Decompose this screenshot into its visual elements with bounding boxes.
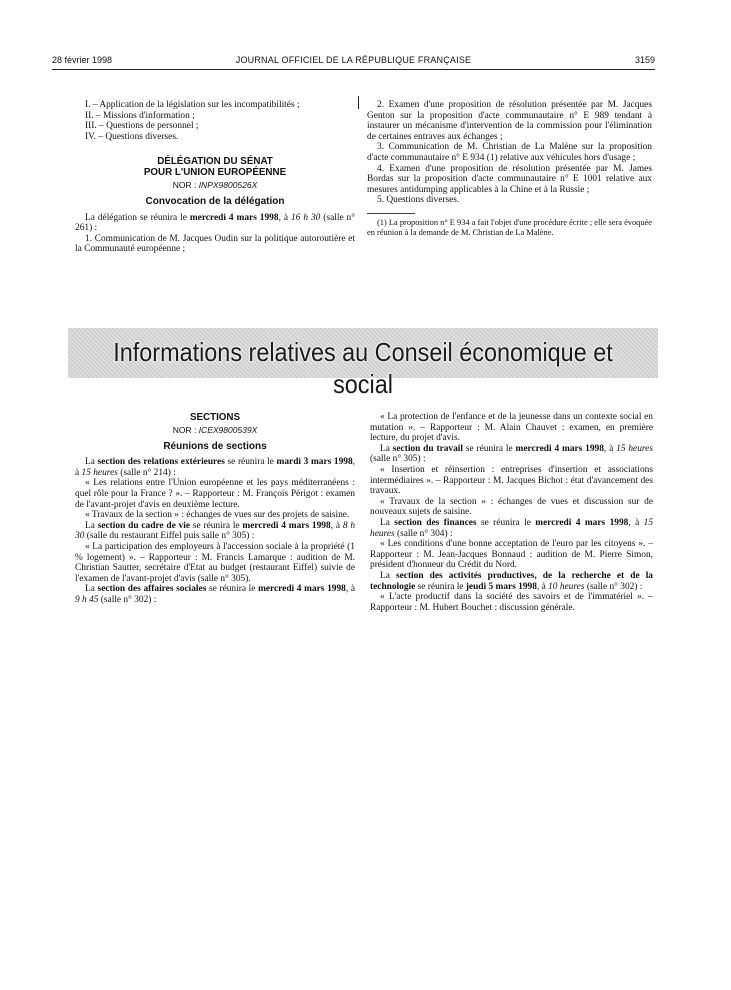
section-banner <box>68 328 658 399</box>
agenda-topic: « Les conditions d'une bonne acceptation de l'euro par les citoyens ». – Rapporteur : M. Jean-Jacques Bonnaud : audition de M. Pierre Simon, président d'honneur du Crédit du Nord. <box>370 539 653 571</box>
banner-title: Informations relatives au Conseil économique et social <box>113 337 613 399</box>
text-run: , à <box>75 457 356 478</box>
agenda-item: 3. Communication de M. Christian de La Malène sur la proposition d'acte communautaire n° E 934 (1) relative aux véhicules hors d'usage ; <box>367 142 652 163</box>
text-run: (salle n° 304) : <box>394 528 453 539</box>
text-run: (salle n° 214) : <box>117 467 176 478</box>
nor-code: INPX9800526X <box>198 180 258 191</box>
text-run: , à <box>278 212 291 223</box>
time-emphasis: 10 heures <box>548 581 585 592</box>
agenda-topic: « Travaux de la section » : échanges de vues et discussion sur de nouveaux sujets de saisine. <box>370 496 653 518</box>
text-run: se réunira le <box>476 517 536 528</box>
nor-prefix: NOR : <box>172 425 197 435</box>
text-run: La <box>380 517 395 528</box>
list-item: II. – Missions d'information ; <box>85 110 195 121</box>
text-run: , à <box>536 581 549 592</box>
header-date: 28 février 1998 <box>52 55 113 65</box>
text-run: La <box>85 520 98 531</box>
page-header <box>52 55 655 70</box>
section-name: section des relations extérieures <box>97 457 225 468</box>
nor-reference <box>75 425 355 436</box>
bottom-left-column <box>75 412 355 606</box>
delegation-heading-line2: POUR L'UNION EUROPÉENNE <box>143 167 287 179</box>
section-announcement <box>370 518 653 539</box>
agenda-topic: « L'acte productif dans la société des savoirs et de l'immatériel ». – Rapporteur : M. Hubert Bouchet : discussion générale. <box>370 592 653 613</box>
agenda-topic: « Insertion et réinsertion : entreprises d'insertion et associations intermédiaires ». – Rapporteur : M. Jacques Bichot : état d'avancement des travaux. <box>370 464 653 497</box>
meetings-subheading: Réunions de sections <box>163 440 267 452</box>
section-announcement <box>370 571 653 592</box>
section-name: section des affaires sociales <box>97 584 207 595</box>
time-emphasis: 8 h 30 <box>75 520 356 542</box>
time-emphasis: 15 heures <box>370 517 654 539</box>
agenda-list <box>75 100 355 142</box>
section-announcement <box>370 444 653 465</box>
text-run: La <box>85 584 98 595</box>
footnote: (1) La proposition n° E 934 a fait l'objet d'une procédure écrite ; elle sera évoquée en réunion à la demande de M. Christian de La Malène. <box>367 217 652 237</box>
text-run: se réunira le <box>463 443 516 454</box>
date-emphasis: mercredi 4 mars 1998 <box>535 517 629 528</box>
revision-bar <box>358 96 359 109</box>
agenda-paragraph: 1. Communication de M. Jacques Oudin sur la politique autoroutière et la Communauté européenne ; <box>75 233 355 255</box>
nor-reference <box>75 180 355 191</box>
text-run: se réunira le <box>190 520 243 531</box>
agenda-topic: « La participation des employeurs à l'accession sociale à la propriété (1 % logement) ». – Rapporteur : M. Francis Lamarque : audition de M. Christian Sautter, secrétaire d'Etat au budget (restaurant Eiffel) suivie de l'examen de l'avant-projet d'avis (salle n° 305). <box>75 541 355 584</box>
top-right-column <box>367 100 652 237</box>
top-left-column <box>75 100 355 255</box>
convocation-subheading: Convocation de la délégation <box>145 195 285 207</box>
bottom-right-column <box>370 412 653 613</box>
text-run: (salle n° 305) : <box>370 454 426 465</box>
time-emphasis: 9 h 45 <box>75 594 99 605</box>
text-run: La <box>380 570 396 581</box>
delegation-heading-line1: DÉLÉGATION DU SÉNAT <box>157 156 273 168</box>
text-run: se réunira le <box>206 584 259 595</box>
text-run: , à <box>628 517 644 528</box>
section-announcement <box>75 521 355 542</box>
text-run: , à <box>603 443 617 454</box>
agenda-topic: « La protection de l'enfance et de la jeunesse dans un contexte social en mutation ». – Rapporteur : M. Alain Chauvet : examen, en première lecture, du projet d'avis. <box>370 412 653 444</box>
agenda-item: 4. Examen d'une proposition de résolution présentée par M. James Bordas sur la proposition d'acte communautaire n° E 1001 relative aux mesures antidumping applicables à la Chine et à la Russie ; <box>367 163 652 195</box>
date-emphasis: mardi 3 mars 1998 <box>276 457 353 468</box>
section-name: section des finances <box>394 517 477 528</box>
nor-prefix: NOR : <box>172 180 197 191</box>
text-run: La <box>85 457 98 468</box>
list-item: III. – Questions de personnel ; <box>85 121 199 132</box>
nor-code: ICEX9800539X <box>198 425 258 435</box>
text-run: (salle n° 302) : <box>584 581 643 592</box>
page-number: 3159 <box>634 55 655 65</box>
agenda-topic: « Travaux de la section » : échanges de vues sur des projets de saisine. <box>85 510 350 521</box>
footnote-rule <box>367 213 415 214</box>
time-emphasis: 15 heures <box>81 467 118 478</box>
text-run: La délégation se réunira le <box>85 212 190 223</box>
agenda-topic: « Les relations entre l'Union européenne et les pays méditerranéens : quel rôle pour la France ? ». – Rapporteur : M. François Périgot : examen de l'avant-projet d'avis en deuxième lecture. <box>75 478 355 510</box>
agenda-item: 2. Examen d'une proposition de résolution présentée par M. Jacques Genton sur la proposition d'acte communautaire n° E 989 tendant à instaurer un mécanisme d'intervention de la commission pour l'élimination de certaines entraves aux échanges ; <box>367 100 652 142</box>
text-run: , à <box>330 520 343 531</box>
date-emphasis: mercredi 4 mars 1998 <box>258 584 346 595</box>
text-run: La <box>380 443 393 454</box>
section-announcement <box>75 457 355 478</box>
list-item: I. – Application de la législation sur les incompatibilités ; <box>85 100 300 110</box>
time-emphasis: 16 h 30 <box>290 212 321 223</box>
agenda-item: 5. Questions diverses. <box>377 195 460 206</box>
date-emphasis: jeudi 5 mars 1998 <box>465 581 537 592</box>
text-run: se réunira le <box>224 457 277 468</box>
date-emphasis: mercredi 4 mars 1998 <box>242 520 331 531</box>
sections-heading: SECTIONS <box>189 412 241 423</box>
convocation-paragraph <box>75 213 355 234</box>
section-name: section du cadre de vie <box>97 520 191 531</box>
section-announcement <box>75 584 355 605</box>
list-item: IV. – Questions diverses. <box>85 131 179 142</box>
date-emphasis: mercredi 4 mars 1998 <box>515 443 604 454</box>
journal-title: JOURNAL OFFICIEL DE LA RÉPUBLIQUE FRANÇAISE <box>235 55 472 65</box>
time-emphasis: 15 heures <box>616 443 653 454</box>
date-emphasis: mercredi 4 mars 1998 <box>189 212 279 223</box>
section-name: section des activités productives, de la recherche et de la technologie <box>370 570 653 592</box>
text-run: (salle n° 302) : <box>98 594 157 605</box>
text-run: (salle du restaurant Eiffel puis salle n° 305) : <box>84 531 255 542</box>
text-run: se réunira le <box>415 581 466 592</box>
section-name: section du travail <box>392 443 464 454</box>
text-run: (salle n° 261) : <box>75 212 355 234</box>
text-run: , à <box>345 584 355 595</box>
